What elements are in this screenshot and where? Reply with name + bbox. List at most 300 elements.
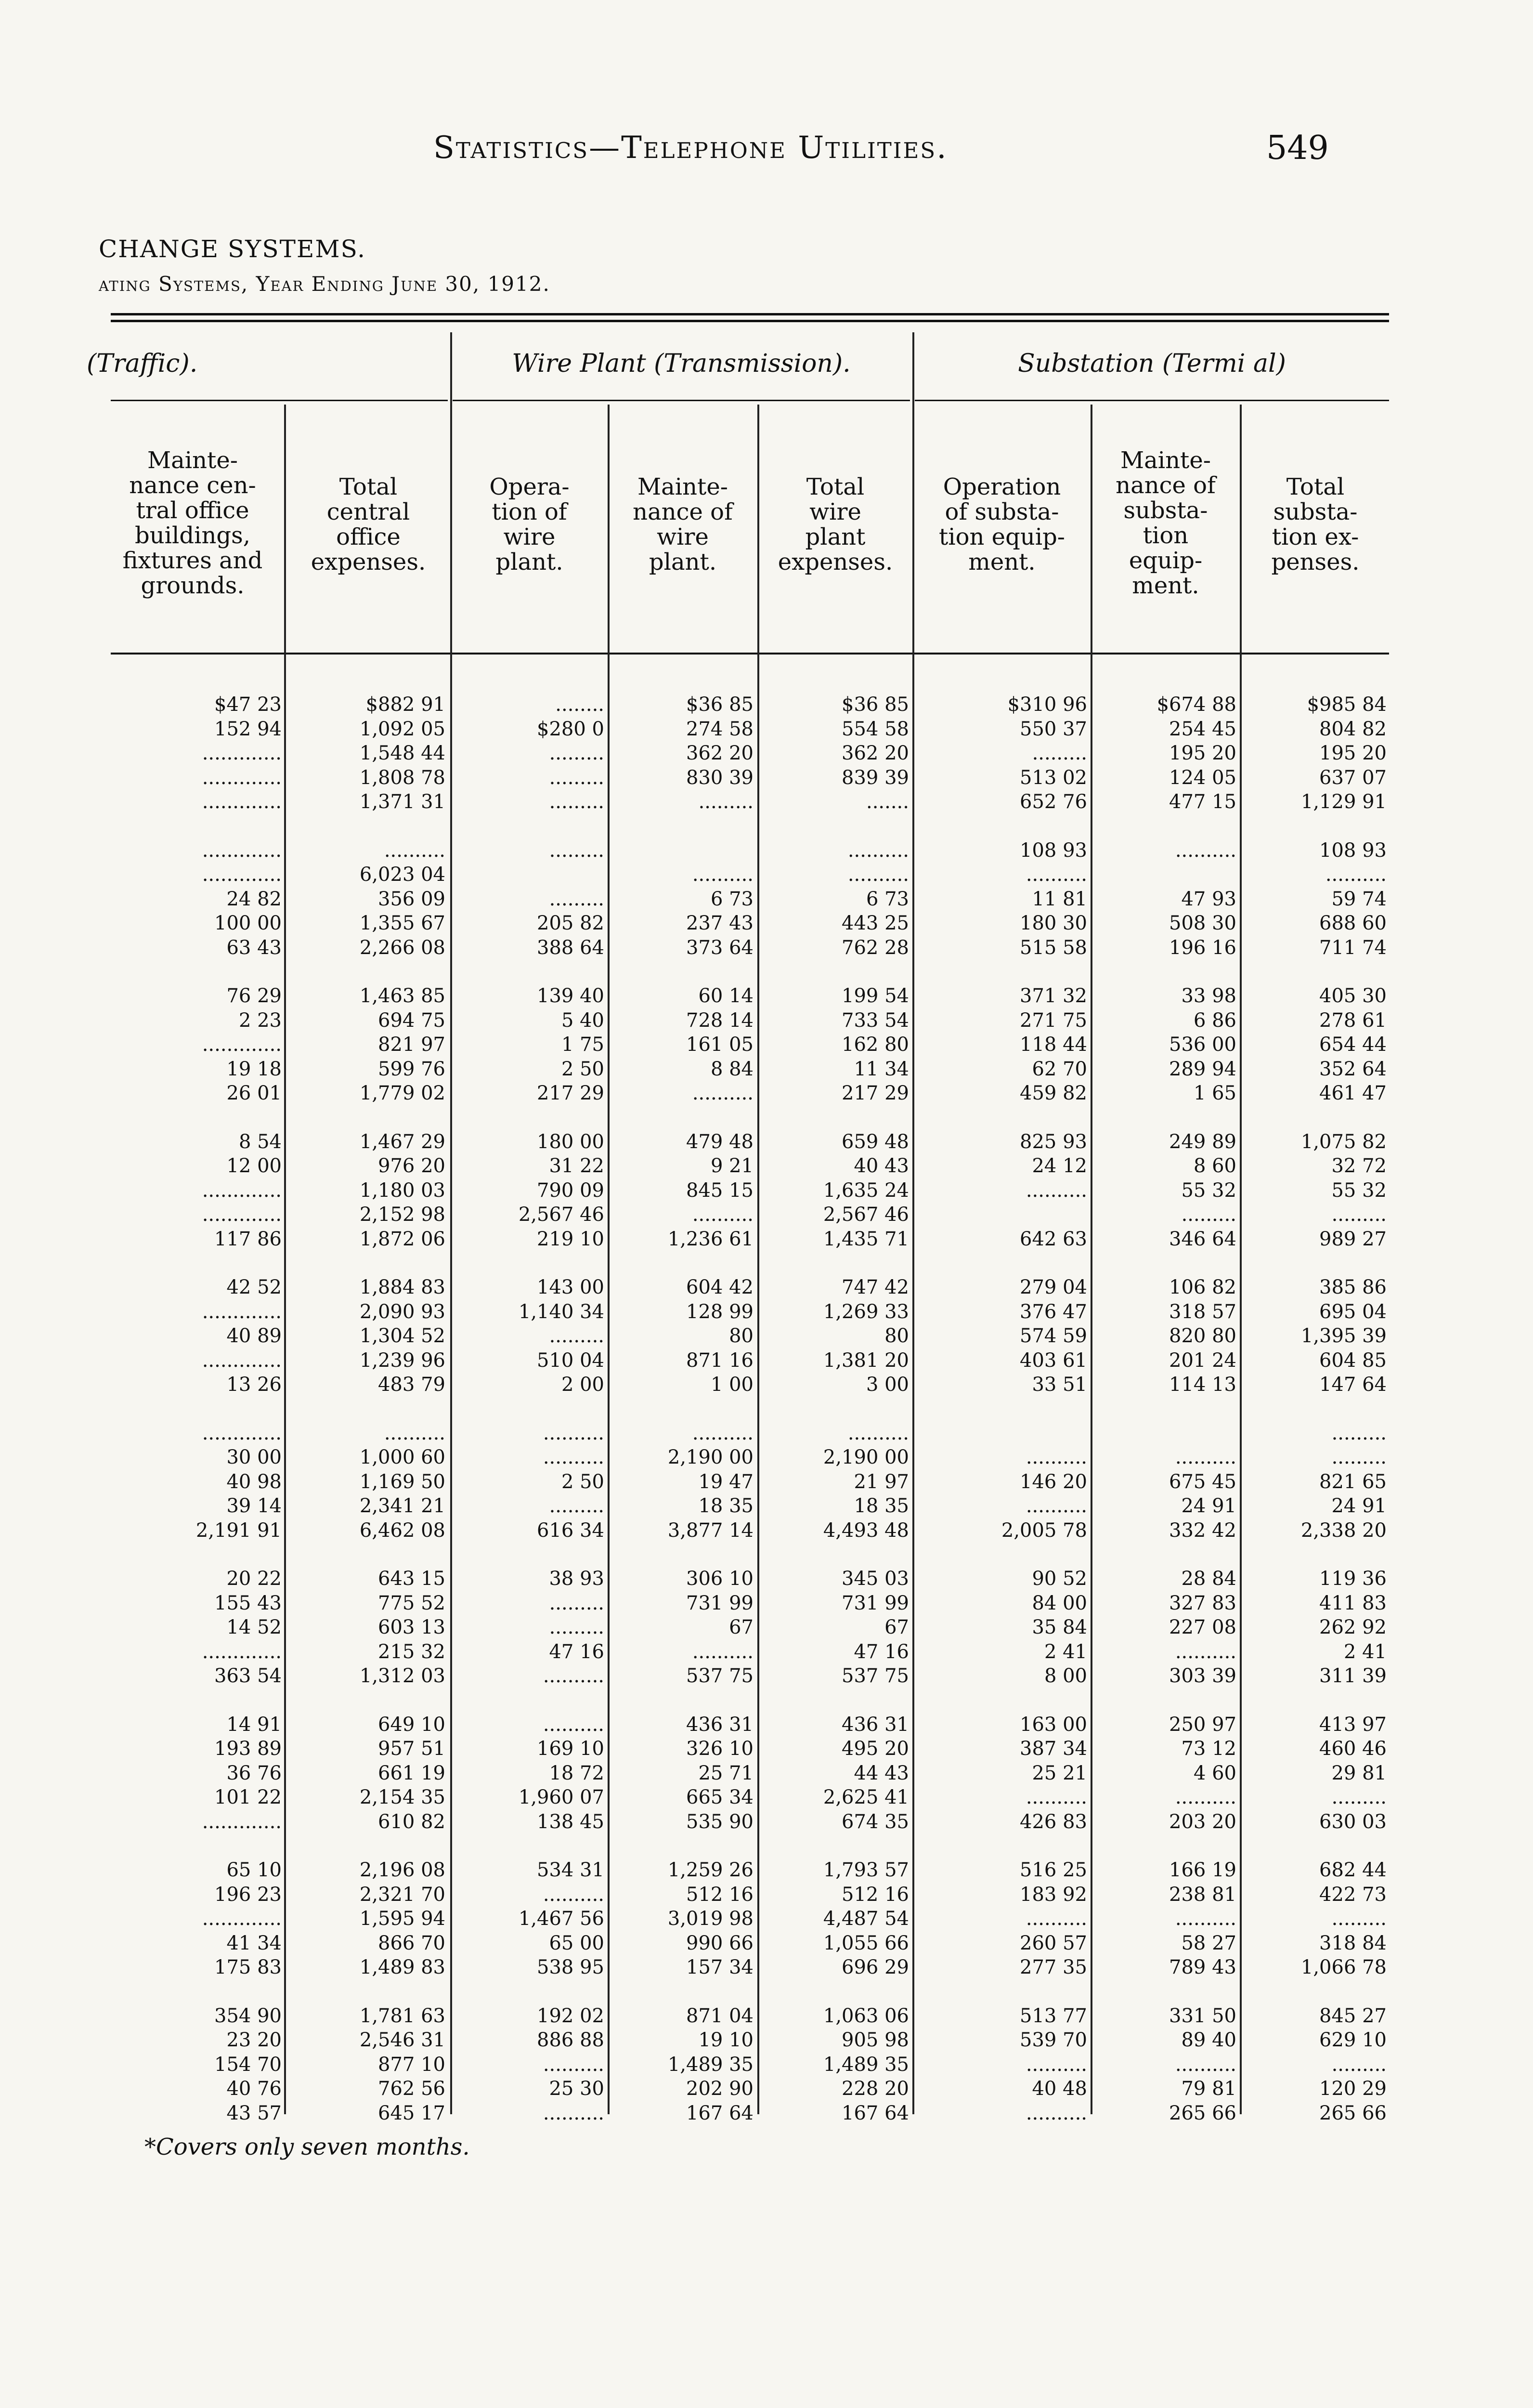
row-spacer bbox=[282, 1543, 445, 1567]
table-cell: 1,312 03 bbox=[359, 1665, 445, 1687]
table-cell: 278 61 bbox=[1319, 1009, 1387, 1032]
table-cell: 2 41 bbox=[1343, 1640, 1387, 1663]
table-cell: 1,635 24 bbox=[823, 1179, 909, 1202]
table-cell: 610 82 bbox=[378, 1810, 445, 1833]
table-cell: 18 35 bbox=[854, 1495, 909, 1517]
table-cell: 219 10 bbox=[537, 1228, 604, 1250]
row-spacer bbox=[118, 1397, 282, 1421]
table-cell: ......... bbox=[1331, 1204, 1387, 1226]
table-cell: 495 20 bbox=[842, 1738, 909, 1760]
row-spacer bbox=[1073, 1688, 1236, 1713]
table-cell: .......... bbox=[543, 2053, 604, 2076]
table-cell: 510 04 bbox=[537, 1349, 604, 1372]
table-cell: 2,341 21 bbox=[359, 1495, 445, 1517]
row-spacer bbox=[118, 1251, 282, 1275]
table-cell: 821 97 bbox=[378, 1034, 445, 1056]
table-cell: 8 60 bbox=[1193, 1155, 1236, 1177]
column-header: Total wire plant expenses. bbox=[778, 473, 893, 576]
table-cell: 25 21 bbox=[1032, 1762, 1087, 1784]
table-cell: ......... bbox=[1181, 1204, 1236, 1226]
table-cell: .......... bbox=[1026, 1495, 1087, 1517]
table-cell: .......... bbox=[847, 1422, 909, 1444]
table-cell: 271 75 bbox=[1020, 1009, 1087, 1032]
table-cell: 877 10 bbox=[378, 2053, 445, 2076]
table-cell: 195 20 bbox=[1169, 742, 1236, 764]
table-cell: 1,884 83 bbox=[359, 1276, 445, 1298]
row-spacer bbox=[923, 1834, 1087, 1858]
table-cell: 363 54 bbox=[214, 1665, 282, 1687]
row-spacer bbox=[1223, 1251, 1387, 1275]
table-cell: 183 92 bbox=[1020, 1883, 1087, 1906]
table-cell: 205 82 bbox=[537, 912, 604, 934]
row-spacer bbox=[118, 814, 282, 838]
table-cell: 106 82 bbox=[1169, 1276, 1236, 1298]
table-cell: 643 15 bbox=[378, 1568, 445, 1590]
table-cell: 199 54 bbox=[842, 985, 909, 1007]
table-cell: 373 64 bbox=[686, 936, 754, 959]
table-cell: 180 30 bbox=[1020, 912, 1087, 934]
table-cell: 250 97 bbox=[1169, 1713, 1236, 1736]
table-cell: 2,546 31 bbox=[359, 2029, 445, 2051]
table-cell: ......... bbox=[1331, 1446, 1387, 1468]
table-cell: 790 09 bbox=[537, 1179, 604, 1202]
table-cell: 461 47 bbox=[1319, 1082, 1387, 1104]
table-cell: 155 43 bbox=[214, 1592, 282, 1614]
row-spacer bbox=[118, 1106, 282, 1130]
row-spacer bbox=[923, 814, 1087, 838]
table-cell: 659 48 bbox=[842, 1130, 909, 1153]
table-cell: 217 29 bbox=[537, 1082, 604, 1104]
row-spacer bbox=[745, 1688, 909, 1713]
row-spacer bbox=[441, 1251, 604, 1275]
column-header: Mainte- nance of substa- tion equip- ment. bbox=[1116, 447, 1216, 599]
table-cell: 40 98 bbox=[226, 1470, 282, 1493]
table-cell: 180 00 bbox=[537, 1130, 604, 1153]
row-spacer bbox=[441, 814, 604, 838]
table-cell: 8 00 bbox=[1044, 1665, 1087, 1687]
table-cell: 665 34 bbox=[686, 1786, 754, 1808]
table-cell: .......... bbox=[1026, 2102, 1087, 2124]
row-spacer bbox=[118, 1688, 282, 1713]
table-cell: $674 88 bbox=[1156, 694, 1236, 716]
table-cell: 604 85 bbox=[1319, 1349, 1387, 1372]
table-cell: 1,371 31 bbox=[359, 791, 445, 813]
top-rule-2 bbox=[111, 320, 1389, 322]
row-spacer bbox=[923, 1980, 1087, 2004]
table-cell: 516 25 bbox=[1020, 1859, 1087, 1881]
table-cell: 9 21 bbox=[710, 1155, 754, 1177]
table-cell: 84 00 bbox=[1032, 1592, 1087, 1614]
table-cell: 535 90 bbox=[686, 1810, 754, 1833]
table-cell: 976 20 bbox=[378, 1155, 445, 1177]
table-cell: ......... bbox=[549, 766, 604, 789]
table-cell: 40 43 bbox=[854, 1155, 909, 1177]
row-spacer bbox=[282, 1397, 445, 1421]
table-cell: 108 93 bbox=[1319, 839, 1387, 862]
table-cell: 73 12 bbox=[1181, 1738, 1236, 1760]
table-cell: 413 97 bbox=[1319, 1713, 1387, 1736]
table-cell: ......... bbox=[549, 1325, 604, 1347]
table-cell: 839 39 bbox=[842, 766, 909, 789]
table-cell: 332 42 bbox=[1169, 1519, 1236, 1542]
row-spacer bbox=[282, 1251, 445, 1275]
table-cell: 886 88 bbox=[537, 2029, 604, 2051]
table-cell: 1,000 60 bbox=[359, 1446, 445, 1468]
table-cell: 8 54 bbox=[238, 1130, 282, 1153]
table-cell: 11 34 bbox=[854, 1058, 909, 1080]
table-cell: 152 94 bbox=[214, 718, 282, 740]
table-cell: 139 40 bbox=[537, 985, 604, 1007]
table-cell: 443 25 bbox=[842, 912, 909, 934]
table-column-4 bbox=[590, 693, 754, 2125]
table-cell: 388 64 bbox=[537, 936, 604, 959]
table-cell: .......... bbox=[543, 2102, 604, 2124]
row-spacer bbox=[1223, 960, 1387, 984]
table-cell: 119 36 bbox=[1319, 1568, 1387, 1590]
table-cell: 762 56 bbox=[378, 2078, 445, 2100]
table-cell: 649 10 bbox=[378, 1713, 445, 1736]
table-cell: 1,140 34 bbox=[518, 1300, 604, 1323]
table-cell: 55 32 bbox=[1331, 1179, 1387, 1202]
table-cell: 652 76 bbox=[1020, 791, 1087, 813]
table-cell: 311 39 bbox=[1319, 1665, 1387, 1687]
table-cell: 2,266 08 bbox=[359, 936, 445, 959]
table-cell: 21 97 bbox=[854, 1470, 909, 1493]
table-cell: 166 19 bbox=[1169, 1859, 1236, 1881]
row-spacer bbox=[1223, 814, 1387, 838]
table-cell: .......... bbox=[692, 1640, 754, 1663]
row-spacer bbox=[441, 1980, 604, 2004]
table-cell: ......... bbox=[1331, 2053, 1387, 2076]
table-cell: 62 70 bbox=[1032, 1058, 1087, 1080]
top-rule-1 bbox=[111, 313, 1389, 315]
table-cell: 1,092 05 bbox=[359, 718, 445, 740]
table-cell: 14 91 bbox=[226, 1713, 282, 1736]
table-cell: 124 05 bbox=[1169, 766, 1236, 789]
table-cell: 629 10 bbox=[1319, 2029, 1387, 2051]
table-cell: 260 57 bbox=[1020, 1932, 1087, 1954]
table-column-3 bbox=[441, 693, 604, 2125]
table-cell: .......... bbox=[847, 864, 909, 886]
table-cell: 31 22 bbox=[549, 1155, 604, 1177]
table-cell: 24 91 bbox=[1181, 1495, 1236, 1517]
table-cell: 574 59 bbox=[1020, 1325, 1087, 1347]
row-spacer bbox=[923, 1397, 1087, 1421]
table-cell: 554 58 bbox=[842, 718, 909, 740]
header-rule bbox=[111, 653, 1389, 654]
table-cell: 80 bbox=[729, 1325, 754, 1347]
table-cell: .......... bbox=[1026, 1179, 1087, 1202]
row-spacer bbox=[282, 1834, 445, 1858]
table-cell: .......... bbox=[1175, 839, 1236, 862]
table-cell: 537 75 bbox=[842, 1665, 909, 1687]
group-substation: Substation (Termi al) bbox=[1018, 349, 1286, 378]
row-spacer bbox=[441, 1834, 604, 1858]
table-cell: ............. bbox=[202, 791, 282, 813]
table-cell: 2,152 98 bbox=[359, 1204, 445, 1226]
table-cell: 1,063 06 bbox=[823, 2004, 909, 2027]
table-cell: 43 57 bbox=[226, 2102, 282, 2124]
row-spacer bbox=[282, 960, 445, 984]
table-cell: 989 27 bbox=[1319, 1228, 1387, 1250]
table-cell: 18 35 bbox=[698, 1495, 754, 1517]
row-spacer bbox=[1223, 1980, 1387, 2004]
table-cell: .......... bbox=[1175, 1786, 1236, 1808]
table-cell: 262 92 bbox=[1319, 1616, 1387, 1638]
footnote: *Covers only seven months. bbox=[144, 2133, 470, 2160]
row-spacer bbox=[745, 814, 909, 838]
table-cell: 14 52 bbox=[226, 1616, 282, 1638]
table-cell: .......... bbox=[692, 1422, 754, 1444]
table-column-2 bbox=[282, 693, 445, 2125]
table-cell: 6 86 bbox=[1193, 1009, 1236, 1032]
table-cell: 599 76 bbox=[378, 1058, 445, 1080]
row-spacer bbox=[441, 1397, 604, 1421]
table-cell: 804 82 bbox=[1319, 718, 1387, 740]
table-cell: 630 03 bbox=[1319, 1810, 1387, 1833]
table-cell: 100 00 bbox=[214, 912, 282, 934]
table-cell bbox=[1073, 1421, 1236, 1446]
table-cell: 24 12 bbox=[1032, 1155, 1087, 1177]
table-cell: 2,338 20 bbox=[1300, 1519, 1387, 1542]
row-spacer bbox=[118, 1834, 282, 1858]
table-cell: 1,395 39 bbox=[1300, 1325, 1387, 1347]
table-cell: 195 20 bbox=[1319, 742, 1387, 764]
table-cell: 346 64 bbox=[1169, 1228, 1236, 1250]
table-cell: .......... bbox=[1175, 2053, 1236, 2076]
table-cell: 403 61 bbox=[1020, 1349, 1087, 1372]
table-cell: ......... bbox=[549, 1495, 604, 1517]
table-column-7 bbox=[1073, 693, 1236, 2125]
table-cell: 203 20 bbox=[1169, 1810, 1236, 1833]
table-cell: 254 45 bbox=[1169, 718, 1236, 740]
table-cell: 196 23 bbox=[214, 1883, 282, 1906]
row-spacer bbox=[745, 1834, 909, 1858]
table-cell: 688 60 bbox=[1319, 912, 1387, 934]
row-spacer bbox=[590, 1397, 754, 1421]
table-cell: .......... bbox=[1175, 1446, 1236, 1468]
column-header: Opera- tion of wire plant. bbox=[489, 473, 570, 576]
table-cell: 47 16 bbox=[854, 1640, 909, 1663]
table-cell: 2 23 bbox=[238, 1009, 282, 1032]
table-cell: 196 16 bbox=[1169, 936, 1236, 959]
table-cell: .......... bbox=[384, 1422, 445, 1444]
table-cell: 120 29 bbox=[1319, 2078, 1387, 2100]
table-cell: 1,489 35 bbox=[667, 2053, 754, 2076]
row-spacer bbox=[590, 1251, 754, 1275]
table-cell: 460 46 bbox=[1319, 1738, 1387, 1760]
table-cell: 728 14 bbox=[686, 1009, 754, 1032]
table-cell: 550 37 bbox=[1020, 718, 1087, 740]
table-cell: 376 47 bbox=[1020, 1300, 1087, 1323]
table-cell: ......... bbox=[1331, 1908, 1387, 1930]
table-cell: 277 35 bbox=[1020, 1956, 1087, 1978]
table-cell: ............. bbox=[202, 1810, 282, 1833]
table-cell: ............. bbox=[202, 1179, 282, 1202]
table-cell: 695 04 bbox=[1319, 1300, 1387, 1323]
table-cell: 227 08 bbox=[1169, 1616, 1236, 1638]
table-column-6 bbox=[923, 693, 1087, 2125]
table-cell: 1,075 82 bbox=[1300, 1130, 1387, 1153]
table-cell: 11 81 bbox=[1032, 888, 1087, 910]
row-spacer bbox=[923, 1251, 1087, 1275]
row-spacer bbox=[1073, 1834, 1236, 1858]
table-cell: 830 39 bbox=[686, 766, 754, 789]
table-cell: ............. bbox=[202, 1908, 282, 1930]
table-cell: 1,793 57 bbox=[823, 1859, 909, 1881]
table-cell: ............. bbox=[202, 1300, 282, 1323]
table-cell: .......... bbox=[1026, 1446, 1087, 1468]
table-cell: 731 99 bbox=[842, 1592, 909, 1614]
table-cell: .......... bbox=[384, 839, 445, 862]
row-spacer bbox=[282, 1688, 445, 1713]
table-cell: 3 00 bbox=[866, 1374, 909, 1396]
table-cell: 604 42 bbox=[686, 1276, 754, 1298]
table-cell: ........ bbox=[555, 694, 604, 716]
table-cell: 3,877 14 bbox=[667, 1519, 754, 1542]
table-cell: 675 45 bbox=[1169, 1470, 1236, 1493]
row-spacer bbox=[441, 1543, 604, 1567]
table-cell: 108 93 bbox=[1020, 839, 1087, 862]
table-cell: 845 27 bbox=[1319, 2004, 1387, 2027]
row-spacer bbox=[118, 960, 282, 984]
table-cell: $36 85 bbox=[842, 694, 909, 716]
table-cell: 163 00 bbox=[1020, 1713, 1087, 1736]
table-cell: 1,355 67 bbox=[359, 912, 445, 934]
table-cell: 169 10 bbox=[537, 1738, 604, 1760]
table-cell: 28 84 bbox=[1181, 1568, 1236, 1590]
table-cell: 193 89 bbox=[214, 1738, 282, 1760]
table-cell: 289 94 bbox=[1169, 1058, 1236, 1080]
table-cell: 2,190 00 bbox=[823, 1446, 909, 1468]
table-cell: 513 77 bbox=[1020, 2004, 1087, 2027]
table-cell: 645 17 bbox=[378, 2102, 445, 2124]
row-spacer bbox=[118, 1980, 282, 2004]
table-cell: 39 14 bbox=[226, 1495, 282, 1517]
table-cell: 1,489 35 bbox=[823, 2053, 909, 2076]
table-cell: 1,304 52 bbox=[359, 1325, 445, 1347]
table-cell: 1,779 02 bbox=[359, 1082, 445, 1104]
table-cell: 2,005 78 bbox=[1001, 1519, 1087, 1542]
row-spacer bbox=[1073, 814, 1236, 838]
row-spacer bbox=[282, 1106, 445, 1130]
table-cell: 167 64 bbox=[842, 2102, 909, 2124]
table-cell: 202 90 bbox=[686, 2078, 754, 2100]
table-cell: 821 65 bbox=[1319, 1470, 1387, 1493]
table-cell: .......... bbox=[692, 1082, 754, 1104]
table-cell: 23 20 bbox=[226, 2029, 282, 2051]
table-cell: 238 81 bbox=[1169, 1883, 1236, 1906]
table-cell: 154 70 bbox=[214, 2053, 282, 2076]
table-cell: 47 16 bbox=[549, 1640, 604, 1663]
table-cell: 47 93 bbox=[1181, 888, 1236, 910]
table-cell: .......... bbox=[1026, 1908, 1087, 1930]
table-cell: 6 73 bbox=[866, 888, 909, 910]
table-cell: 30 00 bbox=[226, 1446, 282, 1468]
table-cell: 733 54 bbox=[842, 1009, 909, 1032]
column-header: Operation of substa- tion equip- ment. bbox=[938, 473, 1065, 576]
row-spacer bbox=[590, 960, 754, 984]
table-cell: .......... bbox=[1175, 1908, 1236, 1930]
table-cell: 820 80 bbox=[1169, 1325, 1236, 1347]
table-cell: 674 35 bbox=[842, 1810, 909, 1833]
table-cell bbox=[923, 1203, 1087, 1227]
table-cell: 1,781 63 bbox=[359, 2004, 445, 2027]
table-cell: 201 24 bbox=[1169, 1349, 1236, 1372]
table-cell: 36 76 bbox=[226, 1762, 282, 1784]
table-cell: .......... bbox=[692, 864, 754, 886]
table-cell: 789 43 bbox=[1169, 1956, 1236, 1978]
table-cell: ......... bbox=[698, 791, 754, 813]
table-cell: .......... bbox=[1325, 864, 1387, 886]
table-cell: 2,321 70 bbox=[359, 1883, 445, 1906]
table-cell: 747 42 bbox=[842, 1276, 909, 1298]
table-cell: 101 22 bbox=[214, 1786, 282, 1808]
table-cell: 90 52 bbox=[1032, 1568, 1087, 1590]
table-cell: 387 34 bbox=[1020, 1738, 1087, 1760]
table-cell: 58 27 bbox=[1181, 1932, 1236, 1954]
table-cell: 237 43 bbox=[686, 912, 754, 934]
table-cell: ............. bbox=[202, 864, 282, 886]
row-spacer bbox=[590, 1543, 754, 1567]
table-cell: 515 58 bbox=[1020, 936, 1087, 959]
table-cell: $882 91 bbox=[365, 694, 445, 716]
table-cell: 2,090 93 bbox=[359, 1300, 445, 1323]
table-cell: 508 30 bbox=[1169, 912, 1236, 934]
table-column-5 bbox=[745, 693, 909, 2125]
table-cell: 871 16 bbox=[686, 1349, 754, 1372]
table-cell: 1,169 50 bbox=[359, 1470, 445, 1493]
table-cell: ......... bbox=[1331, 1422, 1387, 1444]
table-cell bbox=[923, 1421, 1087, 1446]
table-cell: 513 02 bbox=[1020, 766, 1087, 789]
row-spacer bbox=[923, 960, 1087, 984]
table-cell: .......... bbox=[1026, 1786, 1087, 1808]
table-cell: 2 41 bbox=[1044, 1640, 1087, 1663]
table-cell: 845 15 bbox=[686, 1179, 754, 1202]
page-number: 549 bbox=[1266, 129, 1329, 167]
table-cell: ............. bbox=[202, 1204, 282, 1226]
row-spacer bbox=[1073, 1106, 1236, 1130]
table-cell: 1,236 61 bbox=[667, 1228, 754, 1250]
table-cell: 19 18 bbox=[226, 1058, 282, 1080]
table-cell: ............. bbox=[202, 1640, 282, 1663]
table-cell: 411 83 bbox=[1319, 1592, 1387, 1614]
row-spacer bbox=[745, 1251, 909, 1275]
table-cell: ............. bbox=[202, 766, 282, 789]
table-cell: 479 48 bbox=[686, 1130, 754, 1153]
row-spacer bbox=[282, 1980, 445, 2004]
table-cell: .......... bbox=[543, 1713, 604, 1736]
row-spacer bbox=[745, 1106, 909, 1130]
table-cell: .......... bbox=[543, 1665, 604, 1687]
table-cell: 1,381 20 bbox=[823, 1349, 909, 1372]
table-cell: 143 00 bbox=[537, 1276, 604, 1298]
table-cell: 2 50 bbox=[561, 1470, 604, 1493]
table-cell: 1,872 06 bbox=[359, 1228, 445, 1250]
table-cell: 13 26 bbox=[226, 1374, 282, 1396]
table-cell: 35 84 bbox=[1032, 1616, 1087, 1638]
table-cell: 905 98 bbox=[842, 2029, 909, 2051]
table-cell: 279 04 bbox=[1020, 1276, 1087, 1298]
table-cell: ......... bbox=[1331, 1786, 1387, 1808]
table-cell: 228 20 bbox=[842, 2078, 909, 2100]
table-cell: ......... bbox=[549, 791, 604, 813]
table-cell: 539 70 bbox=[1020, 2029, 1087, 2051]
table-cell: 1,467 29 bbox=[359, 1130, 445, 1153]
table-subtitle: ating Systems, Year Ending June 30, 1912. bbox=[99, 272, 550, 296]
table-cell: 354 90 bbox=[214, 2004, 282, 2027]
